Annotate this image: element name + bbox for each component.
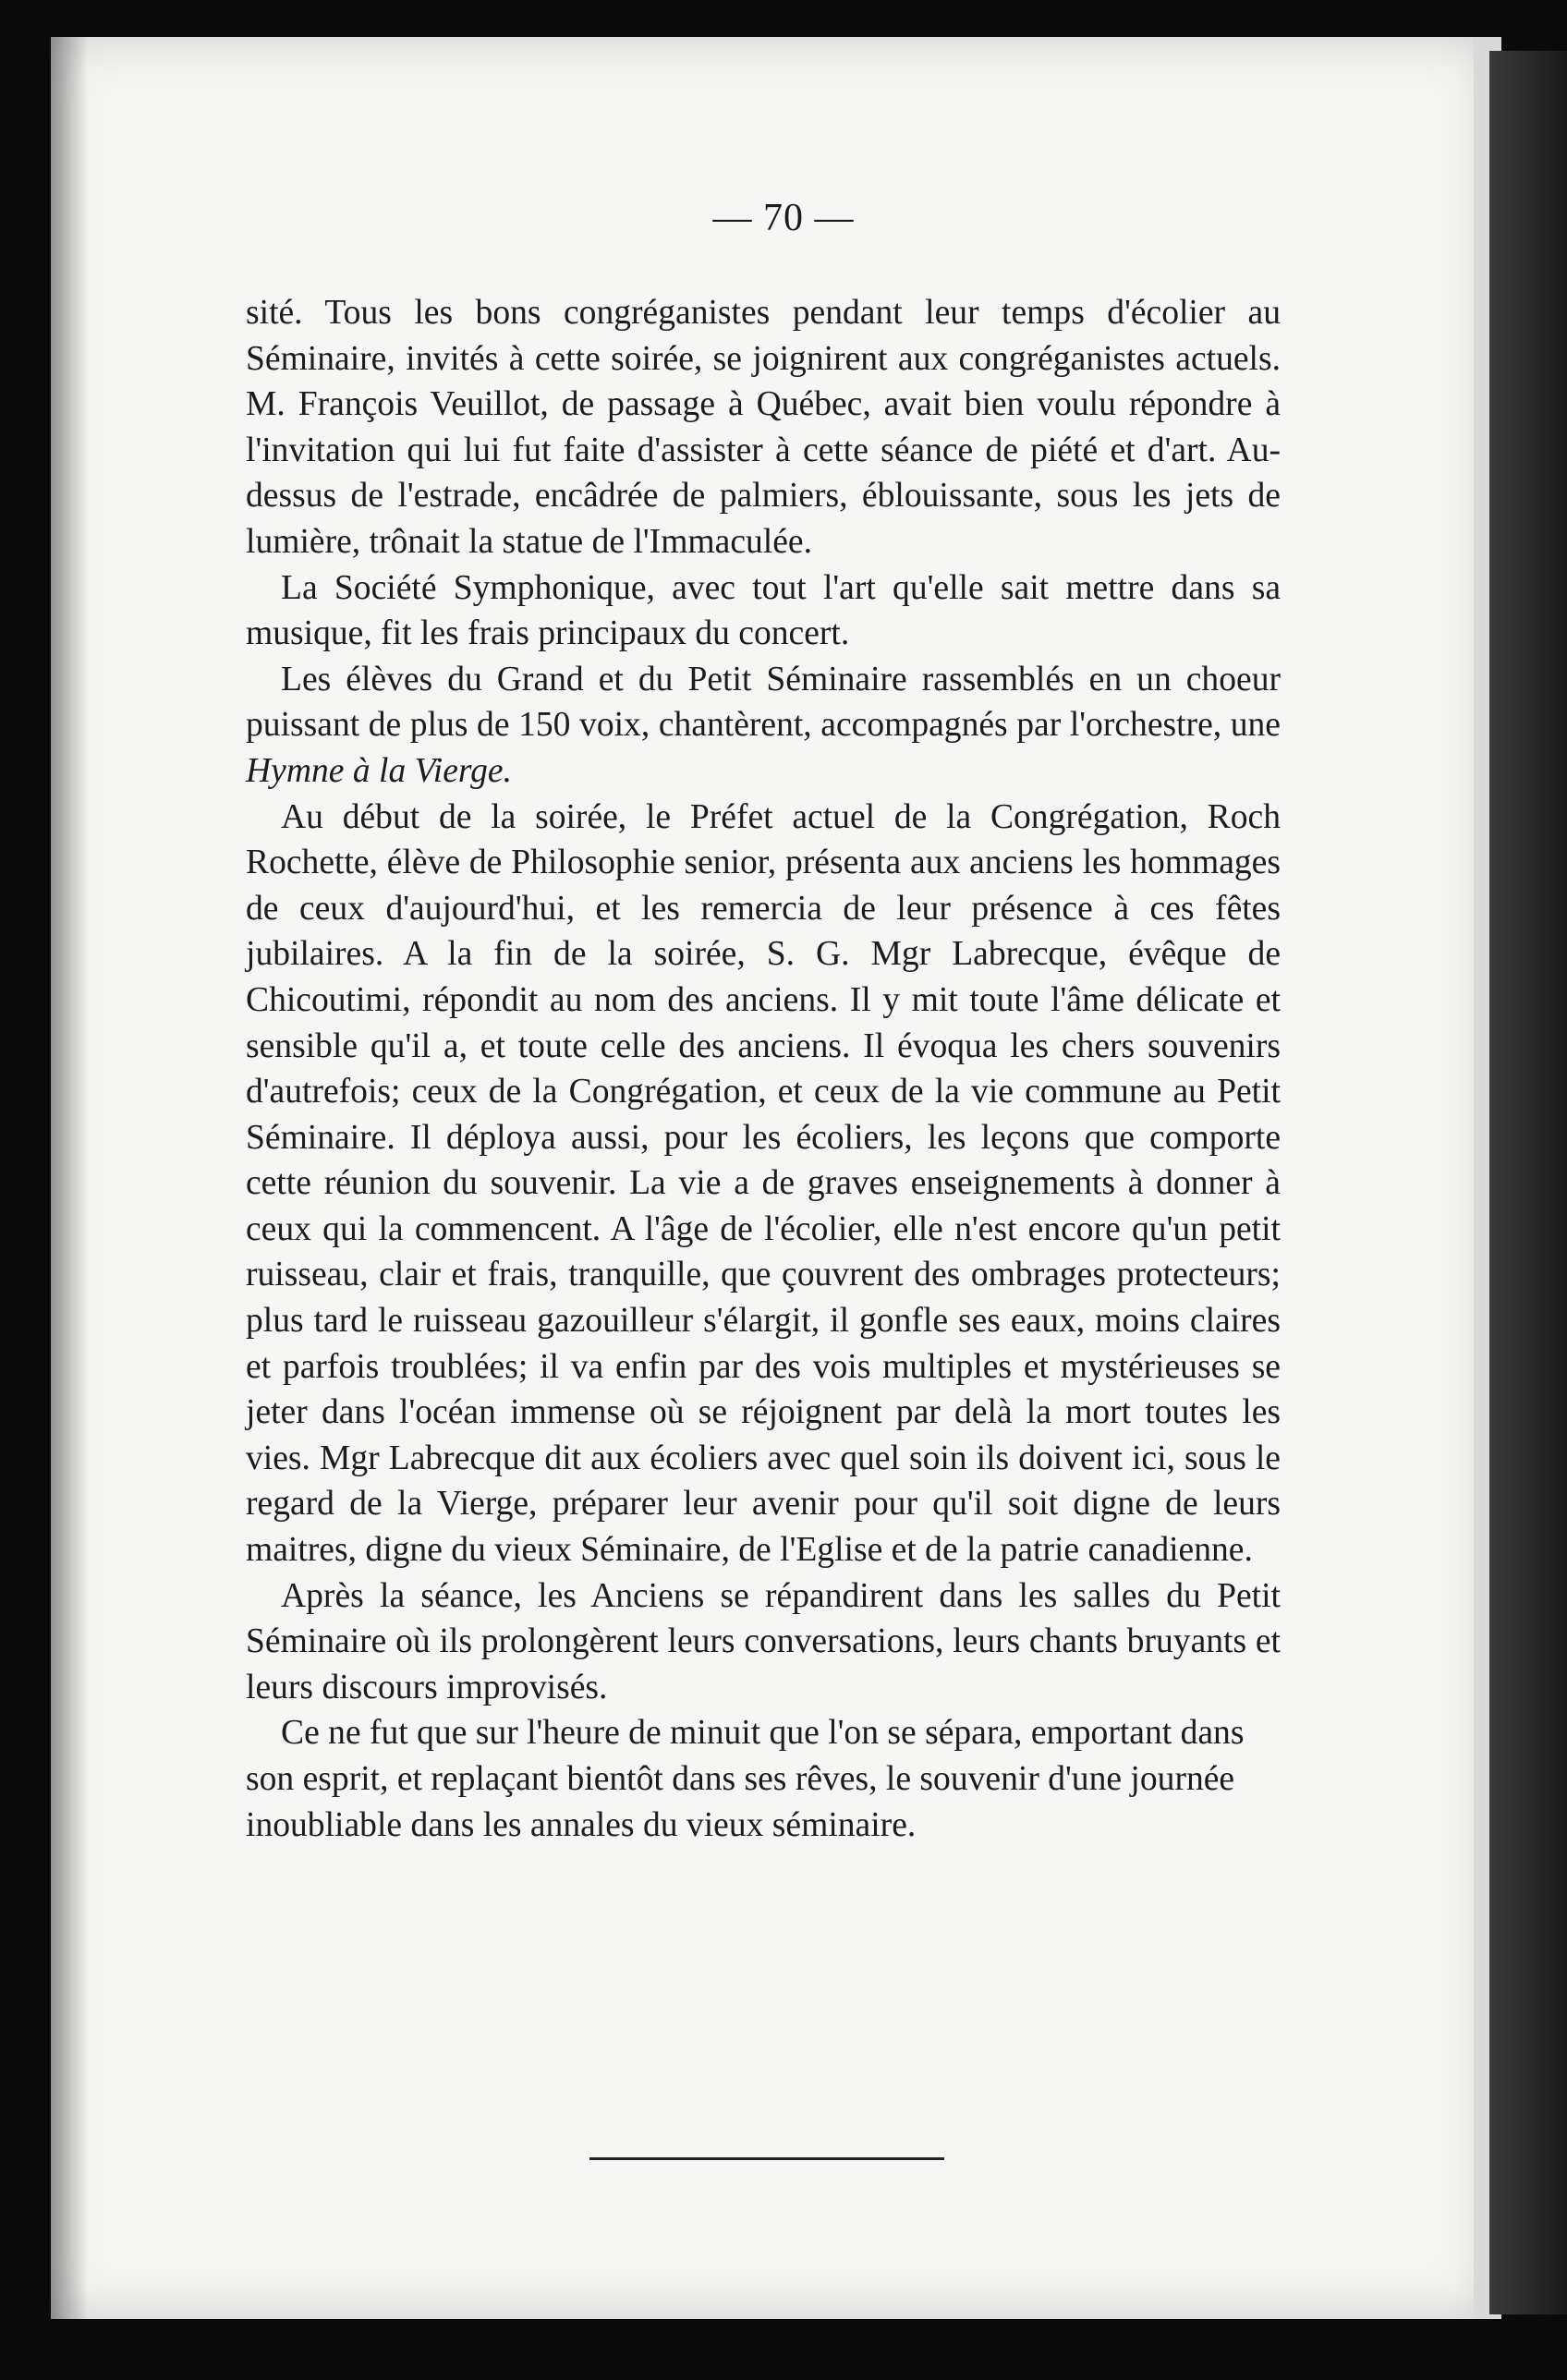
- binding-shadow: [51, 37, 88, 2319]
- paragraph: Après la séance, les Anciens se répandirent dans les salles du Petit Séminaire où ils prolongèrent leurs conversations, leurs chants bruyants et leurs discours improvisés.: [246, 1576, 1281, 1706]
- end-rule: [589, 2157, 944, 2160]
- paragraph: sité. Tous les bons congréganistes pendant leur temps d'écolier au Séminaire, invités à cette soirée, se joignirent aux congréganistes actuels. M. François Veuillot, de passage à Québec, avait bien voulu répondre à l'invitation qui lui fut faite d'assister à cette séance de piété et d'art. Au-dessus de l'estrade, encâdrée de palmiers, éblouissante, sous les jets de lumière, trônait la statue de l'Immaculée.: [246, 294, 1281, 561]
- body-text: [246, 290, 1281, 1848]
- paragraph: [246, 657, 1281, 795]
- paragraph: Au début de la soirée, le Préfet actuel de la Congrégation, Roch Rochette, élève de Philosophie senior, présenta aux anciens les hommages de ceux d'aujourd'hui, et les remercia de leur présence à ces fêtes jubilaires. A la fin de la soirée, S. G. Mgr Labrecque, évêque de Chicoutimi, répondit au nom des anciens. Il y mit toute l'âme délicate et sensible qu'il a, et toute celle des anciens. Il évoqua les chers souvenirs d'autrefois; ceux de la Congrégation, et ceux de la vie commune au Petit Séminaire. Il déploya aussi, pour les écoliers, les leçons que comporte cette réunion du souvenir. La vie a de graves enseignements à donner à ceux qui la commencent. A l'âge de l'écolier, elle n'est encore qu'un petit ruisseau, clair et frais, tranquille, que çouvrent des ombrages protecteurs; plus tard le ruisseau gazouilleur s'élargit, il gonfle ses eaux, moins claires et parfois troublées; il va enfin par des vois multiples et mystérieuses se jeter dans l'océan immense où se réjoignent par delà la mort toutes les vies. Mgr Labrecque dit aux écoliers avec quel soin ils doivent ici, sous le regard de la Vierge, préparer leur avenir pour qu'il soit digne de leurs maitres, digne du vieux Séminaire, de l'Eglise et de la patrie canadienne.: [246, 797, 1281, 1570]
- page-number: — 70 —: [712, 197, 855, 239]
- hymn-title: Hymne à la Vierge.: [246, 751, 512, 790]
- paragraph: Ce ne fut que sur l'heure de minuit que l'on se sépara, emportant dans son esprit, et replaçant bientôt dans ses rêves, le souvenir d'une journée inoubliable dans les annales du vieux séminaire.: [246, 1714, 1245, 1844]
- paragraph: La Société Symphonique, avec tout l'art qu'elle sait mettre dans sa musique, fit les frais principaux du concert.: [246, 568, 1281, 653]
- paragraph-text: Les élèves du Grand et du Petit Séminaire rassemblés en un choeur puissant de plus de 150 voix, chantèrent, accompagnés par l'orchestre, une: [246, 660, 1281, 745]
- facing-page-edge: [1489, 51, 1567, 2314]
